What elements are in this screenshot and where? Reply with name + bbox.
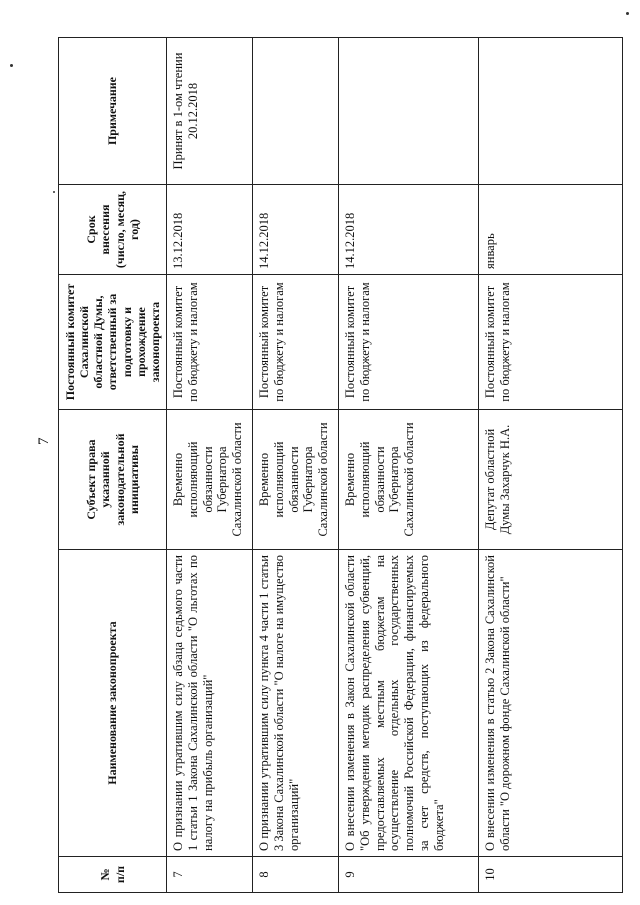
header-num: № п/п: [59, 857, 167, 893]
row-committee: Постоянный комитет по бюджету и налогам: [479, 275, 623, 410]
row-note: Принят в 1-ом чтении 20.12.2018: [167, 38, 253, 185]
row-date: январь: [479, 185, 623, 275]
row-committee: Постоянный комитет по бюджету и налогам: [253, 275, 339, 410]
row-name: О признании утратившим силу пункта 4 части 1 статьи 3 Закона Сахалинской области "О налоге на имущество организаций": [253, 550, 339, 857]
row-subject: Временно исполняющий обязанности Губернатора Сахалинской области: [167, 410, 253, 550]
scan-speck: [626, 12, 629, 15]
table-row: [339, 38, 479, 893]
row-subject: Временно исполняющий обязанности Губернатора Сахалинской области: [253, 410, 339, 550]
row-date: 13.12.2018: [167, 185, 253, 275]
row-num: 8: [253, 857, 339, 893]
table-row: [167, 38, 253, 893]
header-date: Срок внесения (число, месяц, год): [59, 185, 167, 275]
scan-speck: [10, 64, 13, 67]
header-committee: Постоянный комитет Сахалинской областной Думы, ответственный за подготовку и прохождение законопроекта: [59, 275, 167, 410]
row-num: 9: [339, 857, 479, 893]
row-note: [479, 38, 623, 185]
table-row: [479, 38, 623, 893]
row-date: 14.12.2018: [339, 185, 479, 275]
row-committee: Постоянный комитет по бюджету и налогам: [339, 275, 479, 410]
row-name: О признании утратившим силу абзаца седьмого части 1 статьи 1 Закона Сахалинской области "О льготах по налогу на прибыль организаций": [167, 550, 253, 857]
table-row: [253, 38, 339, 893]
row-num: 7: [167, 857, 253, 893]
row-committee: Постоянный комитет по бюджету и налогам: [167, 275, 253, 410]
row-date: 14.12.2018: [253, 185, 339, 275]
row-name: О внесении изменения в Закон Сахалинской области "Об утверждении методик распределения субвенций, предоставляемых местным бюджетам на осуществление отдельных государственных полномочий Российской Федерации, финансируемых за счет средств, поступающих из федерального бюджета": [339, 550, 479, 857]
page-number: 7: [36, 437, 52, 445]
header-subject: Субъект права указанной законодательной инициативы: [59, 410, 167, 550]
legislation-table: [58, 37, 623, 893]
header-note: Примечание: [59, 38, 167, 185]
row-note: [339, 38, 479, 185]
rotated-table-wrapper: [58, 38, 623, 893]
table-header-row: [59, 38, 167, 893]
header-name: Наименование законопроекта: [59, 550, 167, 857]
row-note: [253, 38, 339, 185]
row-subject: Временно исполняющий обязанности Губернатора Сахалинской области: [339, 410, 479, 550]
scan-speck: [53, 191, 55, 193]
row-subject: Депутат областной Думы Захарчук Н.А.: [479, 410, 623, 550]
row-num: 10: [479, 857, 623, 893]
row-name: О внесении изменения в статью 2 Закона Сахалинской области "О дорожном фонде Сахалинской области": [479, 550, 623, 857]
